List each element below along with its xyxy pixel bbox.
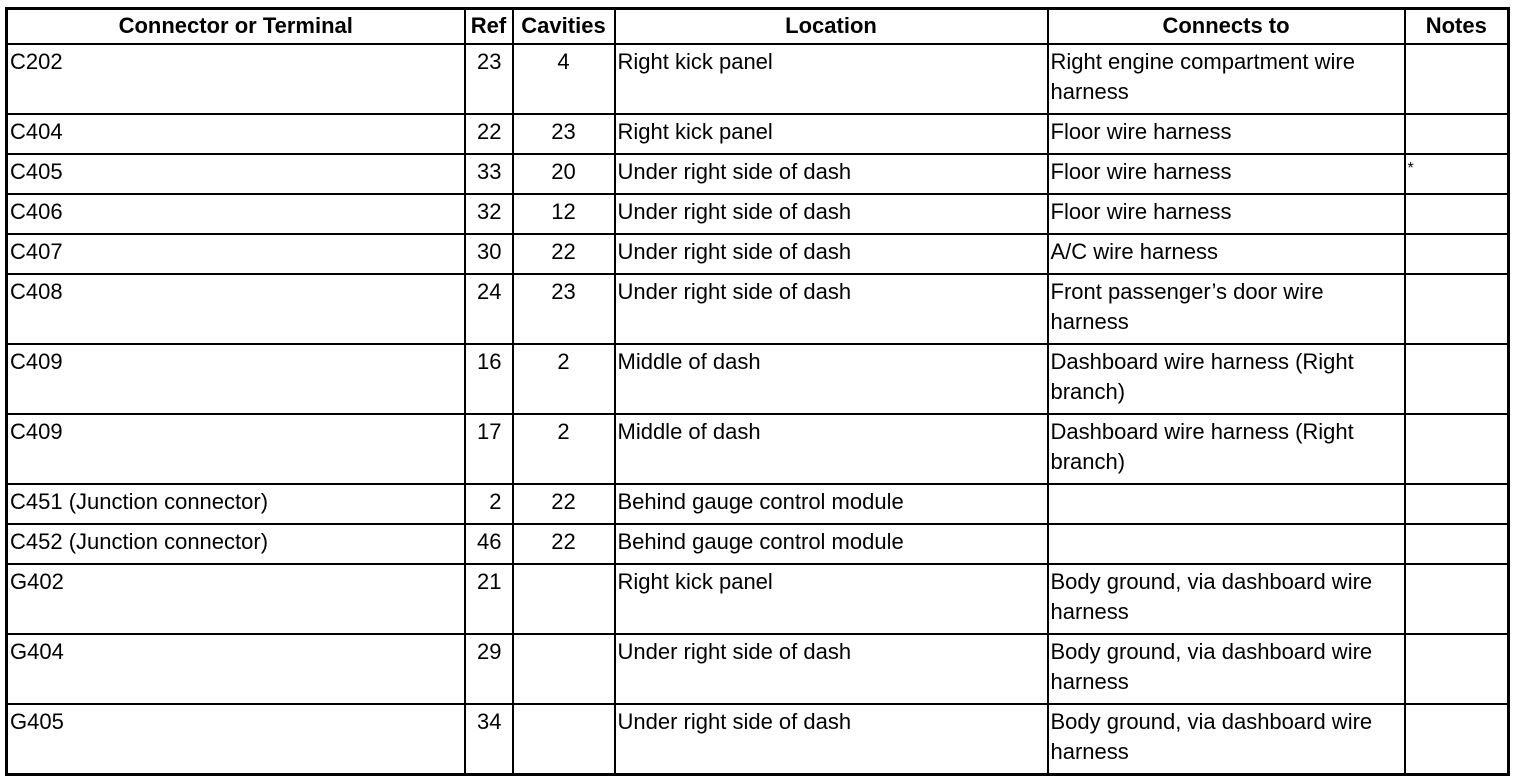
- cell-notes: [1405, 274, 1509, 344]
- cell-notes: [1405, 414, 1509, 484]
- table-row: [7, 484, 1509, 524]
- cell-connects-to: Body ground, via dashboard wire harness: [1048, 564, 1405, 634]
- header-notes: Notes: [1405, 9, 1509, 45]
- cell-connector: C405: [7, 154, 465, 194]
- cell-ref: 23: [465, 44, 513, 114]
- cell-cavities: 2: [513, 414, 615, 484]
- cell-cavities: 4: [513, 44, 615, 114]
- cell-connector: C452 (Junction connector): [7, 524, 465, 564]
- cell-connector: C409: [7, 414, 465, 484]
- cell-notes: [1405, 564, 1509, 634]
- header-location: Location: [615, 9, 1048, 45]
- cell-connector: C409: [7, 344, 465, 414]
- cell-connector: G402: [7, 564, 465, 634]
- cell-connects-to: Body ground, via dashboard wire harness: [1048, 634, 1405, 704]
- table-row: [7, 274, 1509, 344]
- cell-ref: 32: [465, 194, 513, 234]
- cell-cavities: 23: [513, 274, 615, 344]
- cell-connector: C406: [7, 194, 465, 234]
- cell-connector: G405: [7, 704, 465, 775]
- cell-connects-to: Body ground, via dashboard wire harness: [1048, 704, 1405, 775]
- cell-location: Right kick panel: [615, 44, 1048, 114]
- cell-connector: C407: [7, 234, 465, 274]
- cell-location: Right kick panel: [615, 114, 1048, 154]
- table-row: [7, 154, 1509, 194]
- cell-location: Under right side of dash: [615, 274, 1048, 344]
- table-row: [7, 524, 1509, 564]
- cell-connector: G404: [7, 634, 465, 704]
- cell-connects-to: Dashboard wire harness (Right branch): [1048, 414, 1405, 484]
- header-row: [7, 9, 1509, 45]
- table-row: [7, 344, 1509, 414]
- cell-connects-to: [1048, 484, 1405, 524]
- cell-cavities: [513, 704, 615, 775]
- cell-location: Behind gauge control module: [615, 524, 1048, 564]
- cell-ref: 24: [465, 274, 513, 344]
- cell-cavities: 22: [513, 234, 615, 274]
- cell-connector: C408: [7, 274, 465, 344]
- cell-notes: [1405, 704, 1509, 775]
- cell-connects-to: Dashboard wire harness (Right branch): [1048, 344, 1405, 414]
- cell-ref: 30: [465, 234, 513, 274]
- cell-notes: [1405, 484, 1509, 524]
- cell-cavities: [513, 634, 615, 704]
- cell-ref: 46: [465, 524, 513, 564]
- cell-ref: 2: [465, 484, 513, 524]
- header-connects-to: Connects to: [1048, 9, 1405, 45]
- cell-notes: [1405, 114, 1509, 154]
- header-connector: Connector or Terminal: [7, 9, 465, 45]
- cell-notes: [1405, 344, 1509, 414]
- cell-ref: 33: [465, 154, 513, 194]
- header-ref: Ref: [465, 9, 513, 45]
- cell-notes: [1405, 524, 1509, 564]
- table-row: [7, 44, 1509, 114]
- cell-connects-to: Right engine compartment wire harness: [1048, 44, 1405, 114]
- cell-cavities: 23: [513, 114, 615, 154]
- cell-connects-to: Front passenger’s door wire harness: [1048, 274, 1405, 344]
- cell-ref: 34: [465, 704, 513, 775]
- cell-connects-to: [1048, 524, 1405, 564]
- table-row: [7, 704, 1509, 775]
- cell-ref: 29: [465, 634, 513, 704]
- cell-location: Right kick panel: [615, 564, 1048, 634]
- cell-ref: 16: [465, 344, 513, 414]
- connector-table: [5, 7, 1510, 776]
- cell-cavities: 12: [513, 194, 615, 234]
- cell-connector: C451 (Junction connector): [7, 484, 465, 524]
- table-row: [7, 234, 1509, 274]
- cell-cavities: [513, 564, 615, 634]
- cell-cavities: 22: [513, 524, 615, 564]
- cell-location: Under right side of dash: [615, 154, 1048, 194]
- table-row: [7, 564, 1509, 634]
- table-row: [7, 114, 1509, 154]
- cell-location: Under right side of dash: [615, 194, 1048, 234]
- cell-location: Middle of dash: [615, 414, 1048, 484]
- cell-location: Middle of dash: [615, 344, 1048, 414]
- cell-connector: C404: [7, 114, 465, 154]
- cell-ref: 17: [465, 414, 513, 484]
- table-row: [7, 194, 1509, 234]
- cell-notes: [1405, 234, 1509, 274]
- cell-location: Behind gauge control module: [615, 484, 1048, 524]
- cell-cavities: 22: [513, 484, 615, 524]
- header-cavities: Cavities: [513, 9, 615, 45]
- table-row: [7, 414, 1509, 484]
- cell-connector: C202: [7, 44, 465, 114]
- cell-connects-to: Floor wire harness: [1048, 114, 1405, 154]
- cell-connects-to: A/C wire harness: [1048, 234, 1405, 274]
- cell-notes: *: [1405, 154, 1509, 194]
- cell-cavities: 20: [513, 154, 615, 194]
- cell-location: Under right side of dash: [615, 234, 1048, 274]
- cell-connects-to: Floor wire harness: [1048, 194, 1405, 234]
- cell-ref: 22: [465, 114, 513, 154]
- table-row: [7, 634, 1509, 704]
- cell-connects-to: Floor wire harness: [1048, 154, 1405, 194]
- cell-cavities: 2: [513, 344, 615, 414]
- cell-location: Under right side of dash: [615, 634, 1048, 704]
- cell-notes: [1405, 634, 1509, 704]
- cell-notes: [1405, 194, 1509, 234]
- cell-notes: [1405, 44, 1509, 114]
- cell-ref: 21: [465, 564, 513, 634]
- cell-location: Under right side of dash: [615, 704, 1048, 775]
